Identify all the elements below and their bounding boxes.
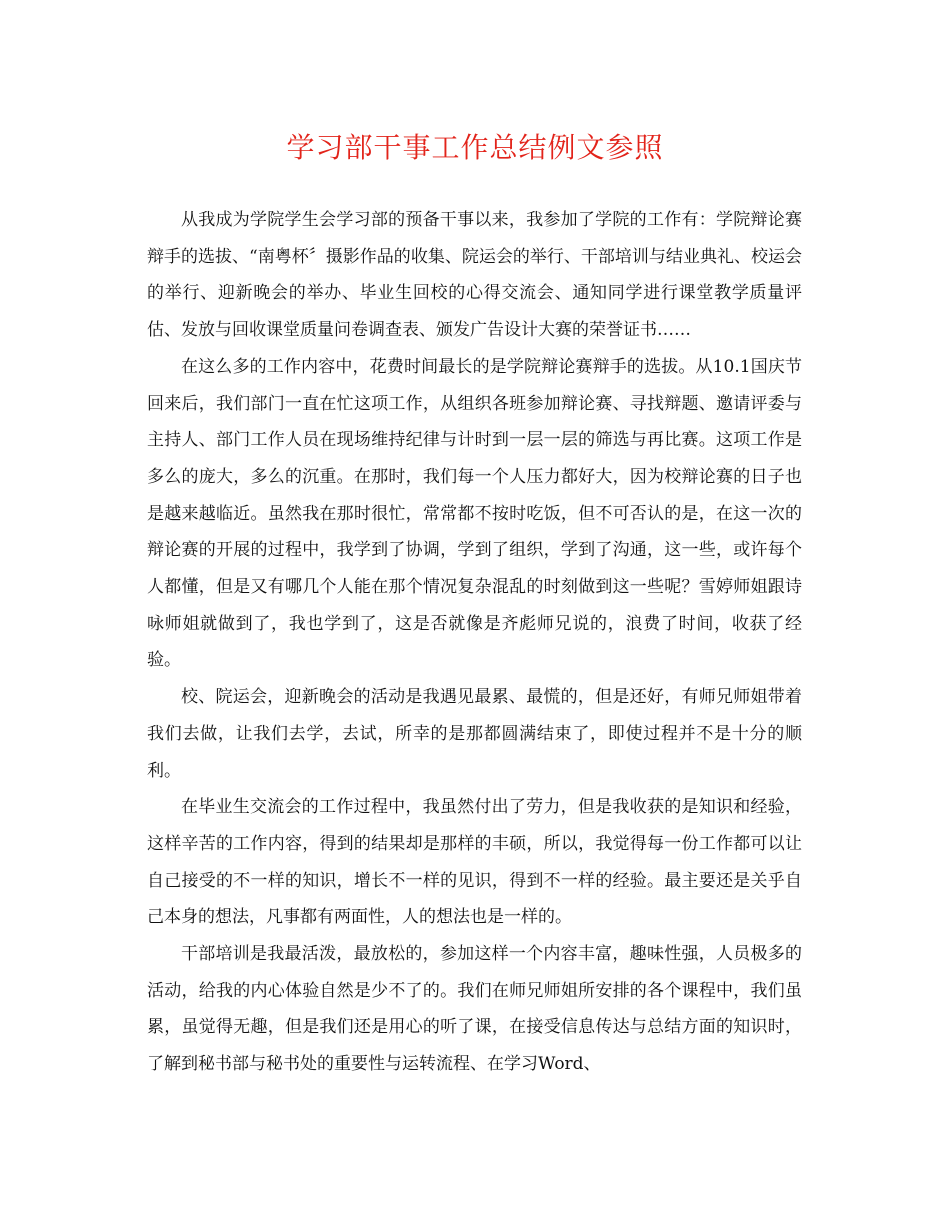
- paragraph-4: 在毕业生交流会的工作过程中，我虽然付出了劳力，但是我收获的是知识和经验，这样辛苦的工作内容，得到的结果却是那样的丰硕，所以，我觉得每一份工作都可以让自己接受的不一样的知识，增长不一样的见识，得到不一样的经验。最主要还是关乎自己本身的想法，凡事都有两面性，人的想法也是一样的。: [147, 797, 802, 928]
- paragraph-5: 干部培训是我最活泼，最放松的，参加这样一个内容丰富，趣味性强，人员极多的活动，给我的内心体验自然是少不了的。我们在师兄师姐所安排的各个课程中，我们虽累，虽觉得无趣，但是我们还是用心的听了课，在接受信息传达与总结方面的知识时，了解到秘书部与秘书处的重要性与运转流程、在学习Word、: [147, 944, 802, 1075]
- document-title: 学习部干事工作总结例文参照: [286, 131, 664, 164]
- paragraph-1: 从我成为学院学生会学习部的预备干事以来，我参加了学院的工作有：学院辩论赛辩手的选拔、“南粤杯〞摄影作品的收集、院运会的举行、干部培训与结业典礼、校运会的举行、迎新晚会的举办、毕业生回校的心得交流会、通知同学进行课堂教学质量评估、发放与回收课堂质量问卷调查表、颁发广告设计大赛的荣誉证书……: [147, 210, 802, 341]
- paragraph-2: 在这么多的工作内容中，花费时间最长的是学院辩论赛辩手的选拔。从10.1国庆节回来后，我们部门一直在忙这项工作，从组织各班参加辩论赛、寻找辩题、邀请评委与主持人、部门工作人员在现场维持纪律与计时到一层一层的筛选与再比赛。这项工作是多么的庞大，多么的沉重。在那时，我们每一个人压力都好大，因为校辩论赛的日子也是越来越临近。虽然我在那时很忙，常常都不按时吃饭，但不可否认的是，在这一次的辩论赛的开展的过程中，我学到了协调，学到了组织，学到了沟通，这一些，或许每个人都懂，但是又有哪几个人能在那个情况复杂混乱的时刻做到这一些呢？雪婷师姐跟诗咏师姐就做到了，我也学到了，这是否就像是齐彪师兄说的，浪费了时间，收获了经验。: [147, 356, 802, 671]
- paragraph-3: 校、院运会，迎新晚会的活动是我遇见最累、最慌的，但是还好，有师兄师姐带着我们去做，让我们去学，去试，所幸的是那都圆满结束了，即使过程并不是十分的顺利。: [147, 687, 802, 781]
- document-body: [147, 202, 802, 1083]
